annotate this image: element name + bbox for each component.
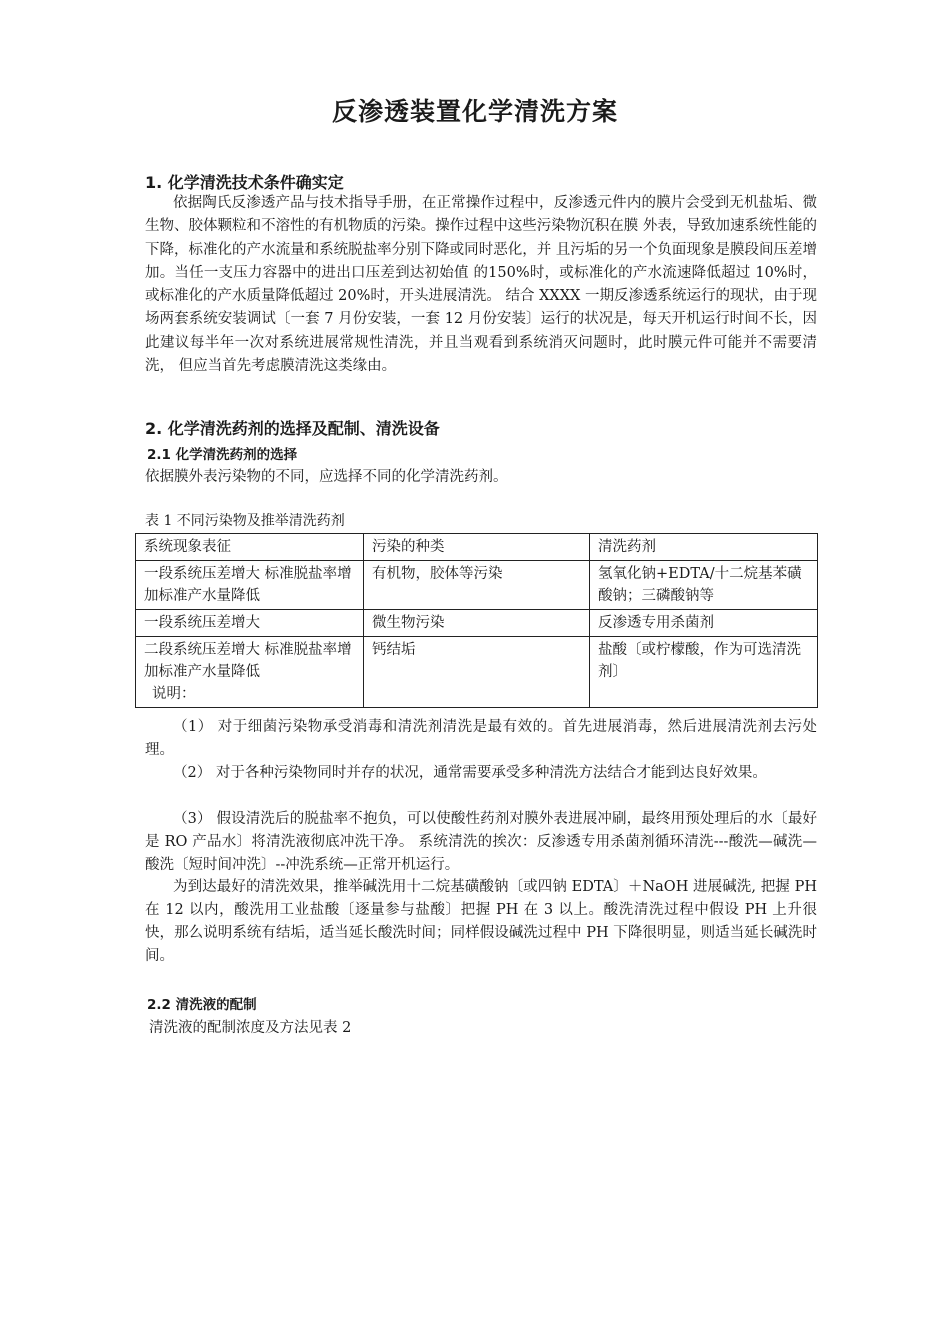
section-1-body: 依据陶氏反渗透产品与技术指导手册，在正常操作过程中，反渗透元件内的膜片会受到无机盐垢、微生物、胶体颗粒和不溶性的有机物质的污染。操作过程中这些污染物沉积在膜 外表，导致加速系统性能的下降，标准化的产水流量和系统脱盐率分别下降或同时恶化，并 且污垢的另一个负面现象是膜段间压差增加。当任一支压力容器中的进出口压差到达初始值 的150%时，或标准化的产水流速降低超过 10%时，或标准化的产水质量降低超过 20%时，开头进展清洗。 结合 XXXX 一期反渗透系统运行的现状，由于现场两套系统安装调试〔一套 7 月份安装，一套 12 月份安装〕运行的状况是，每天开机运行时间不长，因此建议每半年一次对系统进展常规性清洗，并且当观看到系统消灭问题时，此时膜元件可能并不需要清洗， 但应当首先考虑膜清洗这类缘由。 [145, 195, 817, 375]
table-cell: 氢氧化钠+EDTA/十二烷基苯磺酸钠；三磷酸钠等 [590, 561, 818, 610]
table-cell: 微生物污染 [364, 610, 590, 637]
note-3: （3） 假设清洗后的脱盐率不抱负，可以使酸性药剂对膜外表进展冲刷，最终用预处理后的水〔最好是 RO 产品水〕将清洗液彻底冲洗干净。 系统清洗的挨次：反渗透专用杀菌剂循环清洗---酸洗—碱洗—酸洗〔短时间冲洗〕--冲洗系统—正常开机运行。 [145, 811, 817, 873]
table-header-cell: 污染的种类 [364, 534, 590, 561]
table-cell-text: 二段系统压差增大 标准脱盐率增加标准产水量降低 [144, 642, 352, 680]
section-2-heading: 2. 化学清洗药剂的选择及配制、清洗设备 [145, 419, 440, 438]
table-cell: 有机物，胶体等污染 [364, 561, 590, 610]
table-header-cell: 清洗药剂 [590, 534, 818, 561]
table-cell [136, 637, 364, 708]
table-cell: 一段系统压差增大 [136, 610, 364, 637]
section-2-1-intro: 依据膜外表污染物的不同，应选择不同的化学清洗药剂。 [145, 469, 508, 485]
table-header-row [136, 534, 818, 561]
cleaning-agent-table [135, 533, 818, 708]
table-row [136, 610, 818, 637]
note-1: （1） 对于细菌污染物承受消毒和清洗剂清洗是最有效的。首先进展消毒，然后进展清洗剂去污处理。 [145, 719, 817, 758]
page-title: 反渗透装置化学清洗方案 [331, 97, 618, 126]
table-row [136, 561, 818, 610]
table-cell: 一段系统压差增大 标准脱盐率增加标准产水量降低 [136, 561, 364, 610]
table-cell: 盐酸〔或柠檬酸，作为可选清洗剂〕 [590, 637, 818, 708]
section-2-2-body: 清洗液的配制浓度及方法见表 2 [149, 1020, 352, 1036]
section-1-heading: 1. 化学清洗技术条件确实定 [145, 173, 344, 192]
table-row [136, 637, 818, 708]
note-4: 为到达最好的清洗效果，推举碱洗用十二烷基磺酸钠〔或四钠 EDTA〕＋NaOH 进展碱洗, 把握 PH 在 12 以内，酸洗用工业盐酸〔逐量参与盐酸〕把握 PH 在 3 以上。酸洗清洗过程中假设 PH 上升很快，那么说明系统有结垢，适当延长酸洗时间；同样假设碱洗过程中 PH 下降很明显，则适当延长碱洗时间。 [145, 879, 817, 964]
table-header-cell: 系统现象表征 [136, 534, 364, 561]
table-cell: 反渗透专用杀菌剂 [590, 610, 818, 637]
note-2: （2） 对于各种污染物同时并存的状况，通常需要承受多种清洗方法结合才能到达良好效果。 [173, 765, 767, 781]
section-2-1-heading: 2.1 化学清洗药剂的选择 [147, 447, 298, 463]
table-caption: 表 1 不同污染物及推举清洗药剂 [145, 513, 345, 529]
table-cell: 钙结垢 [364, 637, 590, 708]
table-note-label: 说明： [152, 686, 196, 702]
section-2-2-heading: 2.2 清洗液的配制 [147, 997, 257, 1013]
